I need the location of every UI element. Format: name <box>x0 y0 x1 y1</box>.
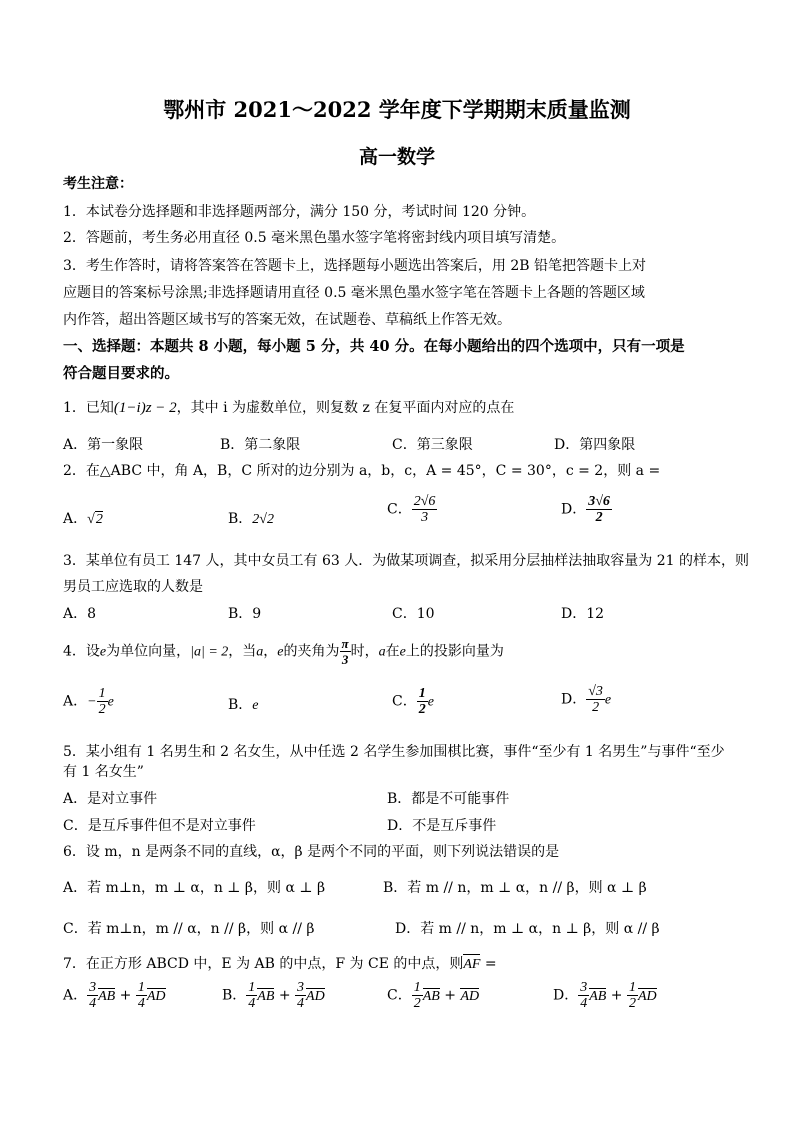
q4-option-d-label: D． <box>561 691 587 708</box>
q2-option-c-label: C． <box>387 501 412 518</box>
q2-option-c-num: 2√6 <box>413 494 436 509</box>
q7-option-d-plus: + <box>606 987 627 1004</box>
q6-option-c: C．若 m⊥n，m // α，n // β，则 α // β <box>63 921 315 937</box>
exam-title: 鄂州市 2021～2022 学年度下学期期末质量监测 <box>163 97 631 122</box>
notice-item-1: 1．本试卷分选择题和非选择题两部分，满分 150 分，考试时间 120 分钟。 <box>63 204 536 220</box>
question-7 <box>63 954 497 975</box>
q4-option-a <box>63 686 114 717</box>
q2-option-d-label: D． <box>561 501 587 518</box>
q2-option-b-value: 2√2 <box>252 512 274 527</box>
notice-heading: 考生注意： <box>63 176 133 192</box>
q5-option-a: A．是对立事件 <box>63 791 158 807</box>
q4-option-b <box>228 694 259 714</box>
q2-option-d-num: 3√6 <box>588 494 610 509</box>
q7-option-c-vec2: AD <box>460 988 480 1004</box>
q1-option-a: A．第一象限 <box>63 437 144 453</box>
q7-text: 7．在正方形 ABCD 中，E 为 AB 的中点，F 为 CE 的中点，则 <box>63 956 464 972</box>
q1-option-b: B．第二象限 <box>220 437 301 453</box>
q4-text-8: 上的投影向量为 <box>405 643 504 660</box>
q4-text-1: 4．设 <box>63 643 100 660</box>
q2-option-c-den: 3 <box>421 510 429 525</box>
q7-option-c-plus: + <box>439 987 461 1004</box>
q7-option-d-den1: 4 <box>580 996 588 1011</box>
q4-option-b-label: B． <box>228 697 253 713</box>
q7-eq: = <box>480 956 497 972</box>
q7-option-d-num2: 1 <box>628 980 636 995</box>
q2-option-a-label: A． <box>63 511 88 527</box>
q2-option-d-den: 2 <box>595 510 603 525</box>
q7-option-a-den1: 4 <box>89 996 97 1011</box>
section-heading-cont: 符合题目要求的。 <box>63 365 179 382</box>
question-4 <box>63 636 504 667</box>
q7-option-c-vec1: AB <box>422 988 440 1004</box>
q4-angle-num: π <box>341 636 349 651</box>
q7-option-b-vec2: AD <box>306 988 325 1004</box>
q4-option-a-num: 1 <box>98 686 106 701</box>
q2-option-d <box>561 494 612 525</box>
q4-option-c-num: 1 <box>418 686 426 701</box>
q4-text-7: 在 <box>385 643 400 660</box>
q1-option-d: D．第四象限 <box>554 437 636 453</box>
q2-option-a: A．√2 <box>63 511 103 527</box>
notice-item-3-cont2: 内作答，超出答题区域书写的答案无效，在试题卷、草稿纸上作答无效。 <box>63 312 511 328</box>
q4-text-3: ，当 <box>228 643 257 660</box>
q7-option-c-label: C． <box>387 987 412 1004</box>
notice-item-3-cont: 应题目的答案标号涂黑;非选择题请用直径 0.5 毫米黑色墨水签字笔在答题卡上各题的答题区域 <box>63 285 645 301</box>
q5-option-b: B．都是不可能事件 <box>387 791 510 807</box>
q1-prefix: 1．已知 <box>63 400 114 416</box>
q7-option-b-den1: 4 <box>248 996 256 1011</box>
notice-item-2: 2．答题前，考生务必用直径 0.5 毫米黑色墨水签字笔将密封线内项目填写清楚。 <box>63 230 566 246</box>
q4-option-d <box>561 684 611 715</box>
q7-option-a <box>63 980 166 1011</box>
question-3: 3．某单位有员工 147 人，其中女员工有 63 人．为做某项调查，拟采用分层抽样法抽取容量为 21 的样本，则 <box>63 553 749 569</box>
exam-subject: 高一数学 <box>358 146 435 168</box>
q4-option-c-label: C． <box>392 693 417 710</box>
q4-norm-a: |a| = 2 <box>190 644 229 660</box>
q2-option-a-value: 2 <box>95 512 103 527</box>
q7-option-b-plus: + <box>274 987 296 1004</box>
q7-option-b-num2: 3 <box>297 980 305 995</box>
question-5-cont: 有 1 名女生” <box>63 764 144 780</box>
q7-option-c-num1: 1 <box>413 980 421 995</box>
q7-option-a-vec2: AD <box>146 988 166 1004</box>
q6-option-b: B．若 m // n，m ⊥ α，n // β，则 α ⊥ β <box>383 880 647 896</box>
q3-option-a: A．8 <box>63 606 97 622</box>
q7-option-a-vec1: AB <box>98 988 116 1004</box>
q4-text-4: ， <box>263 643 278 660</box>
q6-option-d: D．若 m // n，m ⊥ α，n ⊥ β，则 α // β <box>395 921 660 937</box>
q4-option-a-label: A． <box>63 693 88 710</box>
q4-option-a-vec: e <box>107 694 114 710</box>
q7-option-b-vec1: AB <box>257 988 275 1004</box>
q7-option-d <box>553 980 657 1011</box>
q3-option-c: C．10 <box>392 606 435 622</box>
q1-expr-2: z − 2 <box>145 400 177 416</box>
question-6: 6．设 m，n 是两条不同的直线，α，β 是两个不同的平面，则下列说法错误的是 <box>63 844 560 860</box>
q4-option-c <box>392 686 434 717</box>
q7-option-b-den2: 4 <box>297 996 305 1011</box>
q2-option-b <box>228 508 274 528</box>
q1-suffix: ，其中 i 为虚数单位，则复数 z 在复平面内对应的点在 <box>176 400 515 416</box>
notice-item-3: 3．考生作答时，请将答案答在答题卡上，选择题每小题选出答案后，用 2B 铅笔把答题卡上对 <box>63 258 647 274</box>
q4-text-6: 时， <box>350 643 379 660</box>
q4-option-a-den: 2 <box>98 702 106 717</box>
q2-option-c <box>387 494 437 525</box>
q4-text-5: 的夹角为 <box>283 643 340 660</box>
section-heading: 一、选择题：本题共 8 小题，每小题 5 分，共 40 分。在每小题给出的四个选项中，只有一项是 <box>63 338 685 355</box>
q7-option-b-label: B． <box>222 987 247 1004</box>
question-5: 5．某小组有 1 名男生和 2 名女生，从中任选 2 名学生参加围棋比赛，事件“至少有 1 名男生”与事件“至少 <box>63 744 725 760</box>
q4-option-d-den: 2 <box>592 700 600 715</box>
question-2: 2．在△ABC 中，角 A，B，C 所对的边分别为 a，b，c，A = 45°，C = 30°，c = 2，则 a = <box>63 463 661 479</box>
q1-expr-1: (1−i) <box>113 400 146 416</box>
q4-option-c-vec: e <box>427 694 434 710</box>
q7-option-d-vec2: AD <box>637 988 657 1004</box>
q4-vec-a-2: a <box>378 644 386 660</box>
q7-option-d-label: D． <box>553 987 579 1004</box>
q7-option-d-num1: 3 <box>580 980 588 995</box>
q4-vec-e-3: e <box>399 644 406 660</box>
q1-option-c: C．第三象限 <box>392 437 473 453</box>
q3-option-d: D．12 <box>561 606 605 622</box>
q6-option-a: A．若 m⊥n，m ⊥ α，n ⊥ β，则 α ⊥ β <box>63 880 326 896</box>
q7-vec-af: AF <box>463 955 480 975</box>
q7-option-d-vec1: AB <box>589 988 607 1004</box>
q4-option-a-sign: − <box>87 694 97 710</box>
q7-option-a-den2: 4 <box>137 996 145 1011</box>
q7-option-a-label: A． <box>63 987 88 1004</box>
q5-option-d: D．不是互斥事件 <box>387 818 497 834</box>
q7-option-a-num1: 3 <box>89 980 97 995</box>
q4-option-b-vec: e <box>252 698 259 713</box>
q5-option-c: C．是互斥事件但不是对立事件 <box>63 818 256 834</box>
q7-option-b <box>222 980 325 1011</box>
q2-option-b-label: B． <box>228 511 253 527</box>
q7-option-d-den2: 2 <box>628 996 636 1011</box>
q4-vec-a: a <box>256 644 264 660</box>
q4-option-d-vec: e <box>604 692 612 708</box>
question-1 <box>63 398 514 418</box>
q4-text-2: 为单位向量， <box>106 643 191 660</box>
q4-vec-e-2: e <box>277 644 284 660</box>
q4-option-d-num: √3 <box>588 684 603 699</box>
question-3-cont: 男员工应选取的人数是 <box>63 579 203 595</box>
q7-option-c <box>387 980 479 1011</box>
q4-option-c-den: 2 <box>418 702 426 717</box>
q4-vec-e: e <box>99 644 107 660</box>
q3-option-b: B．9 <box>228 606 262 622</box>
q7-option-a-plus: + <box>115 987 136 1004</box>
q7-option-a-num2: 1 <box>137 980 145 995</box>
q7-option-c-den1: 2 <box>413 996 421 1011</box>
q7-option-b-num1: 1 <box>248 980 256 995</box>
q4-angle-den: 3 <box>341 652 349 667</box>
